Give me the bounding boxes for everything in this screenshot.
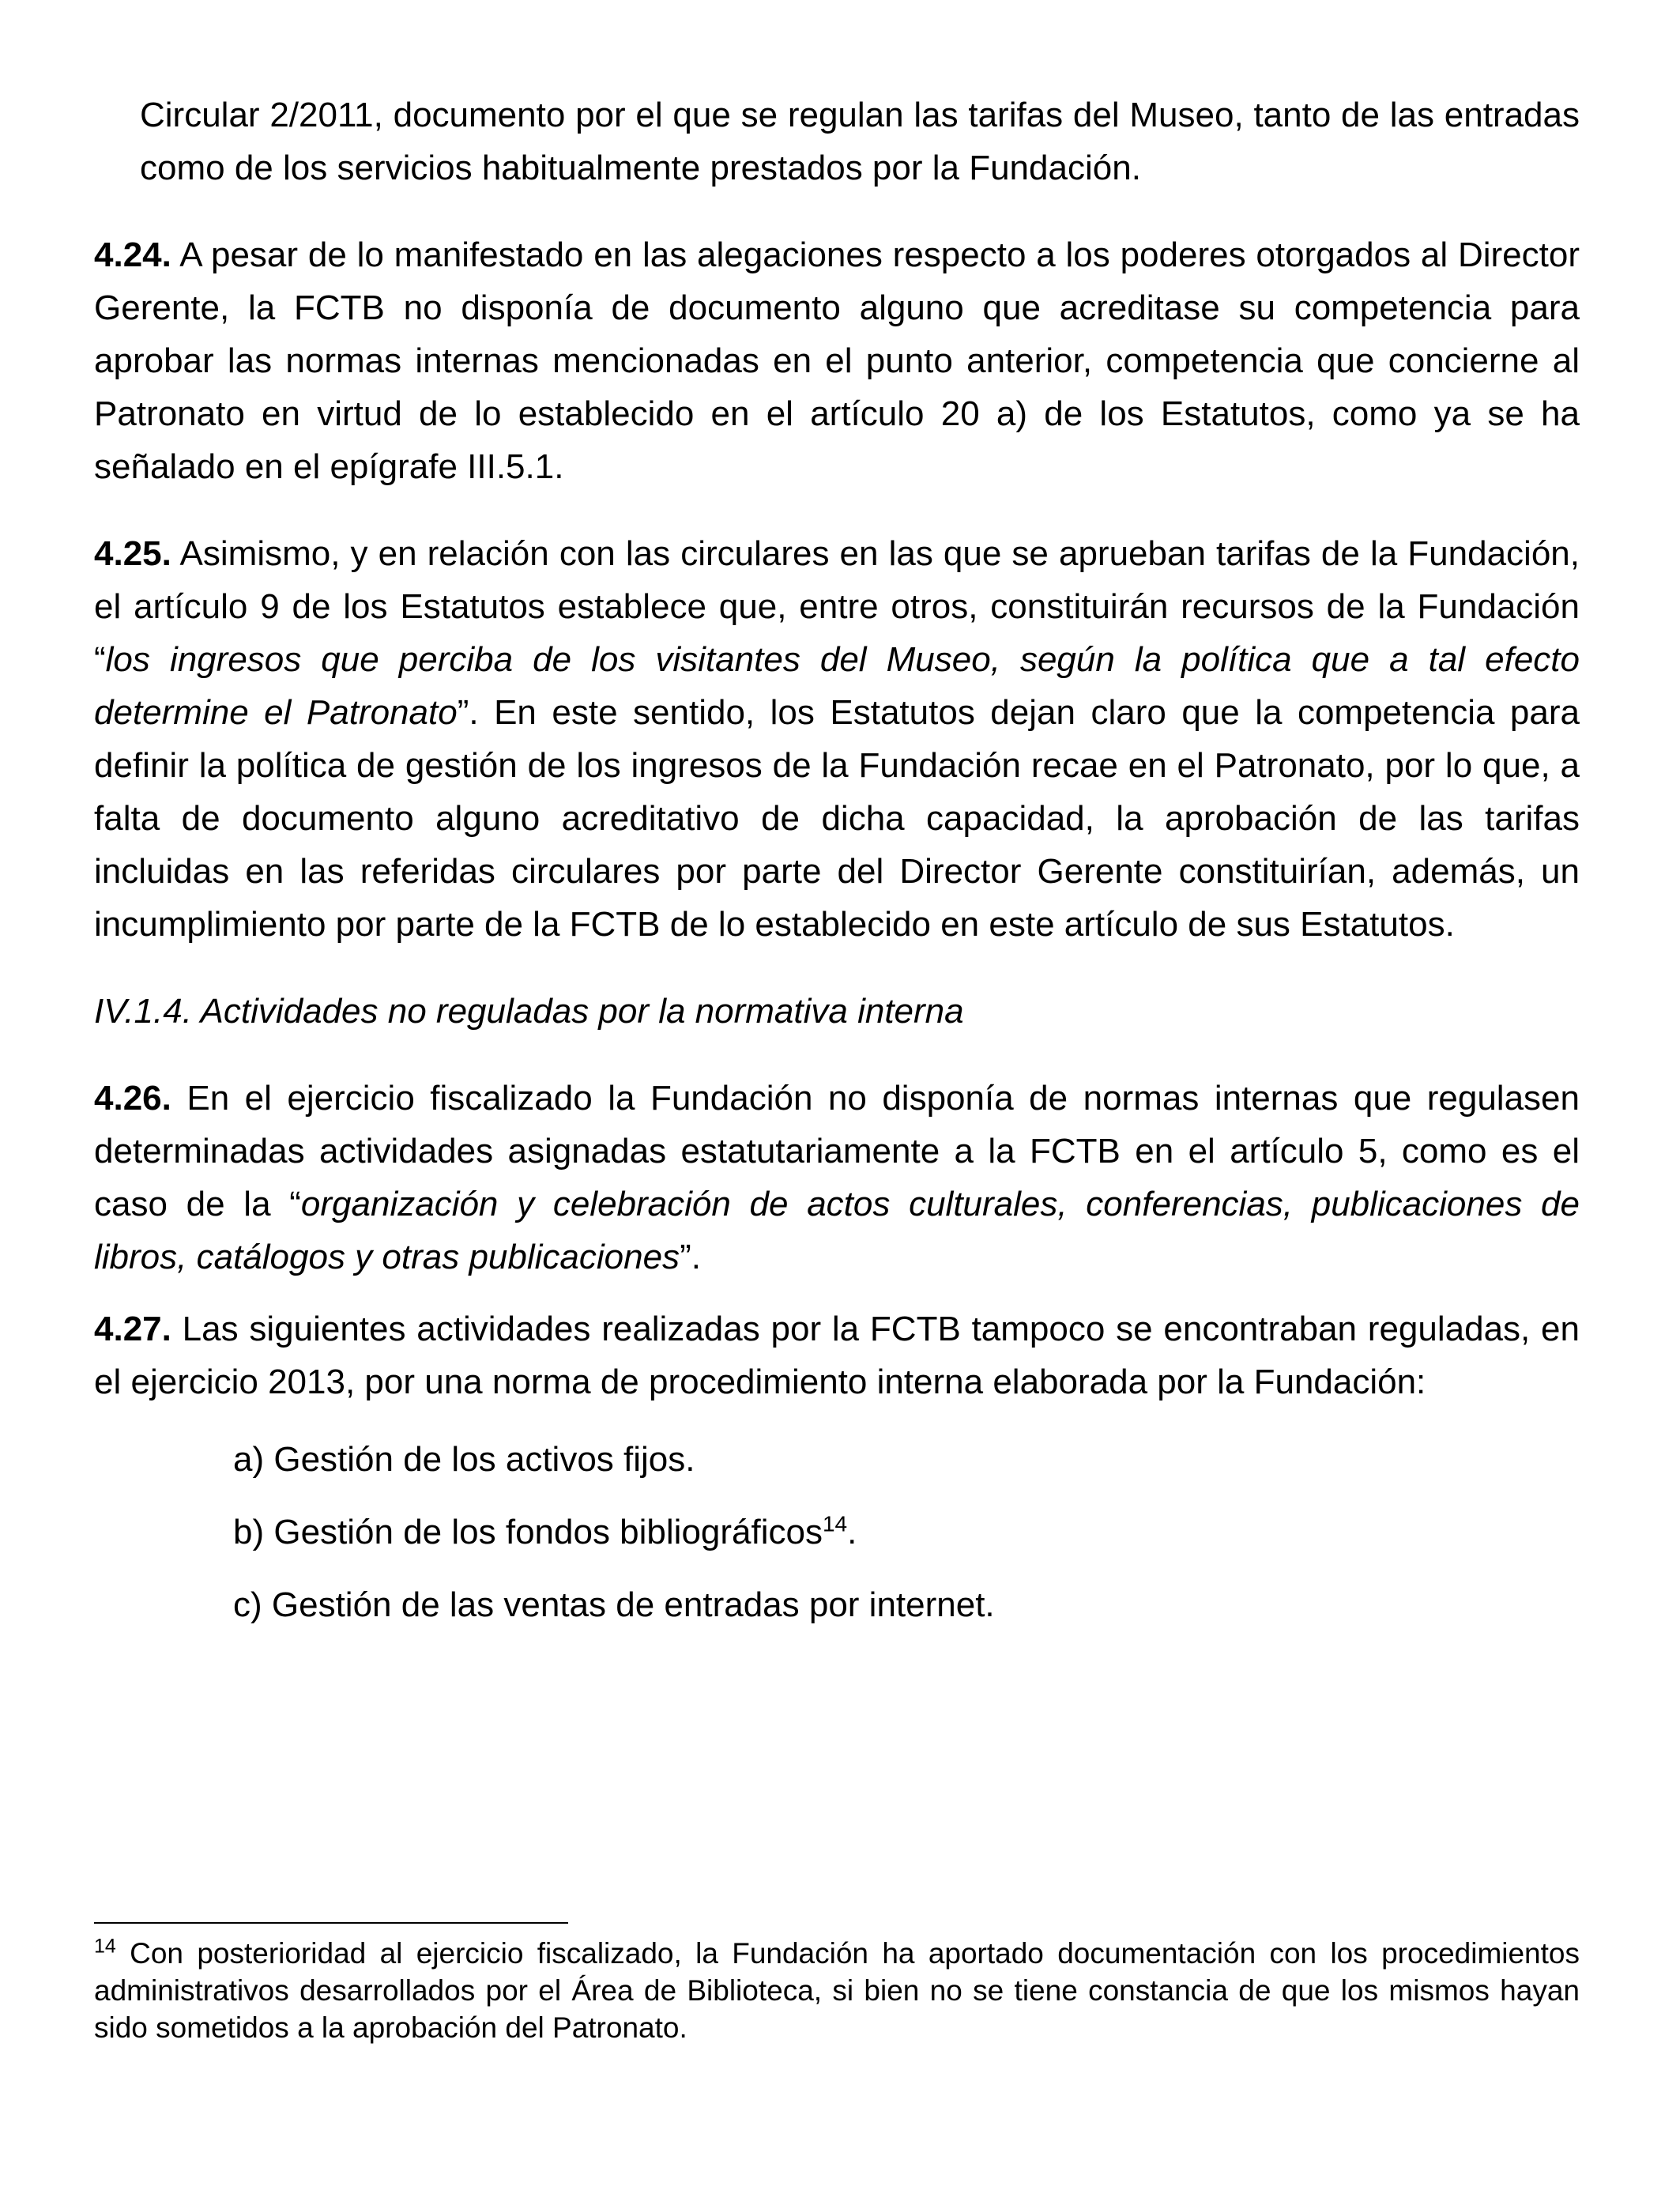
paragraph-4-25 [94,527,1580,951]
footnote-text: Con posterioridad al ejercicio fiscalizado, la Fundación ha aportado documentación con los procedimientos administrativos desarrollados por el Área de Biblioteca, si bien no se tiene constancia de que los mismos hayan sido sometidos a la aprobación del Patronato. [94,1937,1580,2044]
section-heading: IV.1.4. Actividades no reguladas por la normativa interna [94,992,964,1031]
quoted-text: los ingresos que perciba de los visitantes del Museo, según la política que a tal efecto determine el Patronato [94,640,1580,732]
activity-list [94,1433,1580,1651]
paragraph-4-26 [94,1072,1580,1284]
paragraph-text: ”. En este sentido, los Estatutos dejan claro que la competencia para definir la política de gestión de los ingresos de la Fundación recae en el Patronato, por lo que, a falta de documento alguno acreditativo de dicha capacidad, la aprobación de las tarifas incluidas en las referidas circulares por parte del Director Gerente constituirían, además, un incumplimiento por parte de la FCTB de lo establecido en este artículo de sus Estatutos. [94,693,1580,944]
paragraph-number: 4.26. [94,1079,171,1118]
paragraph-4-27 [94,1302,1580,1408]
paragraph-number: 4.24. [94,236,171,274]
quoted-text: organización y celebración de actos culturales, conferencias, publicaciones de libros, catálogos y otras publicaciones [94,1185,1580,1276]
paragraph-text: Las siguientes actividades realizadas por la FCTB tampoco se encontraban reguladas, en el ejercicio 2013, por una norma de procedimiento interna elaborada por la Fundación: [94,1310,1580,1401]
list-item-b-end: . [847,1513,857,1551]
footnote-marker: 14 [94,1935,116,1958]
paragraph-text: ”. [680,1238,701,1276]
footnote-separator [94,1922,568,1924]
paragraph-text: En el ejercicio fiscalizado la Fundación no disponía de normas internas que regulasen determinadas actividades asignadas estatutariamente a la FCTB en el artículo 5, como es el caso de la “ [94,1079,1580,1223]
list-item-a: a) Gestión de los activos fijos. [233,1440,695,1479]
paragraph-4-24 [94,228,1580,493]
footnote-reference[interactable]: 14 [822,1511,848,1536]
intro-paragraph [94,89,1580,194]
paragraph-text: Asimismo, y en relación con las circulares en las que se aprueban tarifas de la Fundación, el artículo 9 de los Estatutos establece que, entre otros, constituirán recursos de la Fundación “ [94,534,1580,679]
list-item-c: c) Gestión de las ventas de entradas por internet. [233,1585,995,1624]
intro-text: Circular 2/2011, documento por el que se regulan las tarifas del Museo, tanto de las entradas como de los servicios habitualmente prestados por la Fundación. [140,96,1580,187]
paragraph-number: 4.25. [94,534,171,573]
list-item-b-text: b) Gestión de los fondos bibliográficos [233,1513,823,1551]
document-body [94,89,1580,1651]
paragraph-text: A pesar de lo manifestado en las alegaciones respecto a los poderes otorgados al Director Gerente, la FCTB no disponía de documento alguno que acreditase su competencia para aprobar las normas internas mencionadas en el punto anterior, competencia que concierne al Patronato en virtud de lo establecido en el artículo 20 a) de los Estatutos, como ya se ha señalado en el epígrafe III.5.1. [94,236,1580,486]
footnote-14 [94,1935,1580,2046]
paragraph-number: 4.27. [94,1310,171,1348]
list-item-b [233,1506,1580,1578]
